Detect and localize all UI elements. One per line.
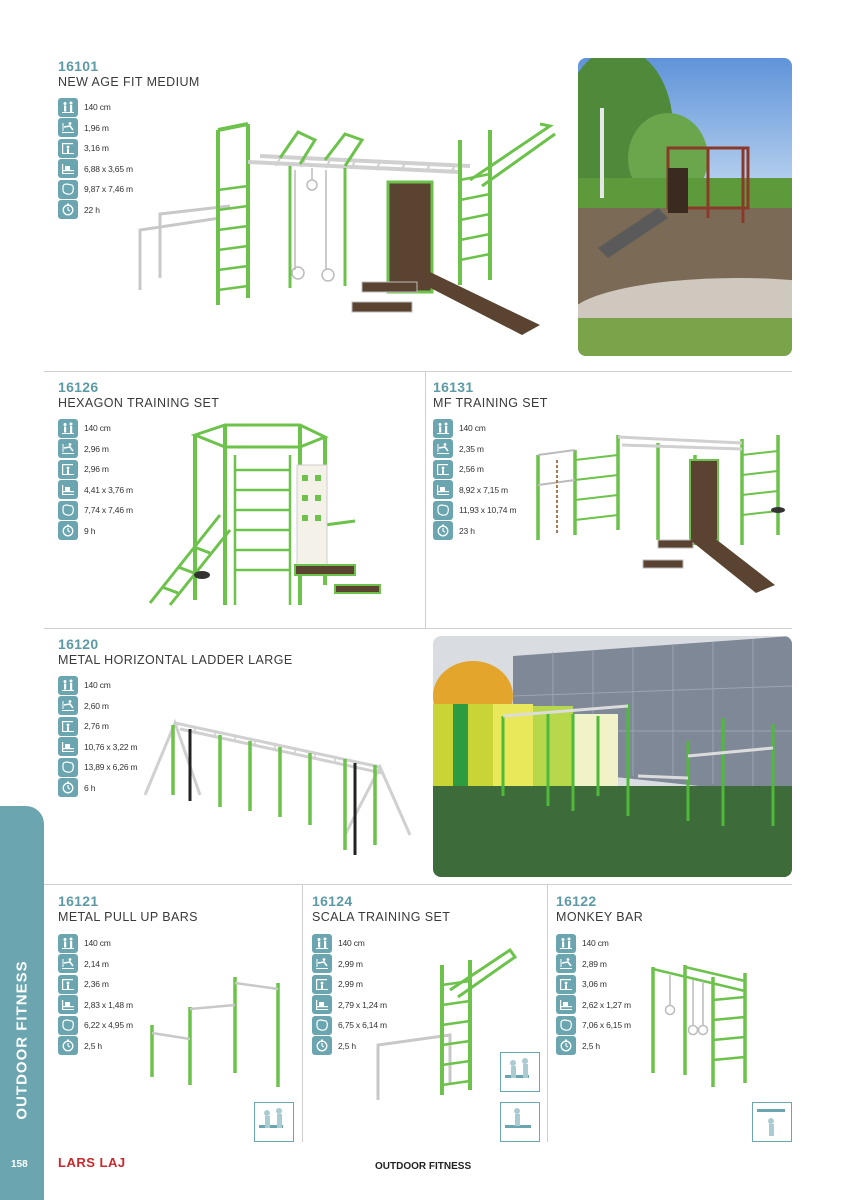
spec-value: 2,36 m [84, 979, 109, 989]
spec-value: 6 h [84, 782, 96, 793]
installation-time-icon [433, 521, 453, 540]
age-pictogram [254, 1102, 294, 1142]
spec-value: 10,76 x 3,22 m [84, 741, 138, 752]
outdoor-photo [578, 58, 792, 356]
product-illustration [130, 110, 560, 345]
spec-value: 7,06 x 6,15 m [582, 1020, 631, 1030]
spec-value: 6,88 x 3,65 m [84, 163, 133, 174]
equipment-area-icon [312, 995, 332, 1014]
spec-value: 23 h [459, 525, 475, 536]
free-height-icon [58, 139, 78, 158]
age-pictogram [500, 1052, 540, 1092]
spec-value: 2,99 m [338, 979, 363, 989]
free-height-icon [556, 975, 576, 994]
spec-value: 140 cm [84, 423, 111, 433]
installation-time-icon [312, 1036, 332, 1055]
spec-value: 6,22 x 4,95 m [84, 1020, 133, 1030]
spec-value: 140 cm [84, 102, 111, 112]
spec-value: 9,87 x 7,46 m [84, 184, 133, 194]
product-code: 16124 [312, 893, 353, 909]
user-age-icon [58, 419, 78, 438]
product-code: 16101 [58, 58, 99, 74]
product-illustration [140, 415, 390, 615]
free-height-icon [58, 460, 78, 479]
spec-value: 9 h [84, 525, 96, 536]
free-height-icon [58, 717, 78, 736]
spec-value: 13,89 x 6,26 m [84, 762, 138, 772]
spec-row [58, 675, 178, 695]
divider-col-row4b [547, 884, 548, 1142]
product-code: 16131 [433, 379, 474, 395]
spec-value: 140 cm [338, 938, 365, 948]
equipment-area-icon [556, 995, 576, 1014]
fall-height-icon [58, 118, 78, 137]
outdoor-photo [433, 636, 792, 877]
spec-value: 2,60 m [84, 700, 109, 711]
user-age-icon [58, 98, 78, 117]
equipment-area-icon [433, 480, 453, 499]
product-name: HEXAGON TRAINING SET [58, 396, 220, 410]
spec-value: 22 h [84, 204, 100, 215]
product-illustration [140, 965, 295, 1090]
product-code: 16121 [58, 893, 99, 909]
spec-value: 6,75 x 6,14 m [338, 1020, 387, 1030]
equipment-area-icon [58, 480, 78, 499]
spec-value: 2,89 m [582, 958, 607, 969]
spec-value: 140 cm [582, 938, 609, 948]
spec-value: 140 cm [84, 680, 111, 690]
spec-value: 3,06 m [582, 979, 607, 989]
product-name: NEW AGE FIT MEDIUM [58, 75, 200, 89]
spec-value: 11,93 x 10,74 m [459, 505, 517, 515]
product-name: METAL HORIZONTAL LADDER LARGE [58, 653, 293, 667]
fall-height-icon [58, 439, 78, 458]
spec-value: 2,5 h [84, 1040, 102, 1051]
spec-value: 2,76 m [84, 721, 109, 731]
safety-area-icon [312, 1016, 332, 1035]
spec-value: 2,83 x 1,48 m [84, 999, 133, 1010]
divider-col-row4a [302, 884, 303, 1142]
installation-time-icon [58, 200, 78, 219]
brand-logo: LARS LAJ [58, 1155, 126, 1170]
spec-value: 2,56 m [459, 464, 484, 474]
installation-time-icon [58, 521, 78, 540]
age-pictogram [752, 1102, 792, 1142]
divider-row2 [44, 628, 792, 629]
product-code: 16120 [58, 636, 99, 652]
spec-value: 2,14 m [84, 958, 109, 969]
divider-row1 [44, 371, 792, 372]
product-illustration [530, 425, 790, 600]
spec-value: 3,16 m [84, 143, 109, 153]
user-age-icon [556, 934, 576, 953]
equipment-area-icon [58, 737, 78, 756]
fall-height-icon [58, 954, 78, 973]
spec-value: 2,79 x 1,24 m [338, 999, 387, 1010]
safety-area-icon [58, 180, 78, 199]
installation-time-icon [58, 1036, 78, 1055]
footer-title: OUTDOOR FITNESS [375, 1161, 472, 1172]
product-illustration [140, 715, 415, 865]
user-age-icon [433, 419, 453, 438]
spec-value: 2,5 h [338, 1040, 356, 1051]
spec-value: 7,74 x 7,46 m [84, 505, 133, 515]
product-code: 16122 [556, 893, 597, 909]
spec-row [556, 933, 676, 953]
spec-value: 140 cm [84, 938, 111, 948]
divider-row3 [44, 884, 792, 885]
installation-time-icon [556, 1036, 576, 1055]
user-age-icon [312, 934, 332, 953]
product-name: SCALA TRAINING SET [312, 910, 451, 924]
product-name: METAL PULL UP BARS [58, 910, 198, 924]
free-height-icon [58, 975, 78, 994]
product-code: 16126 [58, 379, 99, 395]
user-age-icon [58, 676, 78, 695]
safety-area-icon [58, 501, 78, 520]
spec-value: 8,92 x 7,15 m [459, 484, 508, 495]
spec-row [58, 696, 178, 716]
equipment-area-icon [58, 995, 78, 1014]
spec-value: 2,99 m [338, 958, 363, 969]
spec-row [58, 933, 178, 953]
product-name: MF TRAINING SET [433, 396, 548, 410]
product-illustration [645, 955, 795, 1090]
fall-height-icon [556, 954, 576, 973]
spec-value: 2,96 m [84, 464, 109, 474]
fall-height-icon [433, 439, 453, 458]
spec-value: 1,96 m [84, 122, 109, 133]
safety-area-icon [433, 501, 453, 520]
spec-value: 2,96 m [84, 443, 109, 454]
divider-col-row2 [425, 371, 426, 628]
fall-height-icon [312, 954, 332, 973]
fall-height-icon [58, 696, 78, 715]
product-illustration [370, 945, 520, 1105]
equipment-area-icon [58, 159, 78, 178]
spec-value: 2,35 m [459, 443, 484, 454]
free-height-icon [433, 460, 453, 479]
page-number: 158 [11, 1159, 28, 1170]
free-height-icon [312, 975, 332, 994]
section-side-tab-label: OUTDOOR FITNESS [13, 960, 31, 1120]
spec-value: 4,41 x 3,76 m [84, 484, 133, 495]
safety-area-icon [556, 1016, 576, 1035]
user-age-icon [58, 934, 78, 953]
spec-value: 2,5 h [582, 1040, 600, 1051]
safety-area-icon [58, 1016, 78, 1035]
spec-value: 2,62 x 1,27 m [582, 999, 631, 1010]
age-pictogram [500, 1102, 540, 1142]
product-name: MONKEY BAR [556, 910, 644, 924]
safety-area-icon [58, 758, 78, 777]
spec-value: 140 cm [459, 423, 486, 433]
installation-time-icon [58, 778, 78, 797]
